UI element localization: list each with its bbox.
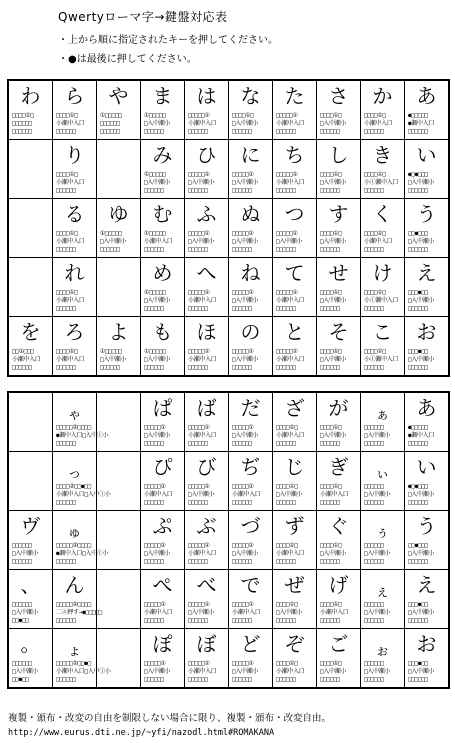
key-sequence-hint: □□□□①□ 小瀬中入口 □□□□□□ xyxy=(56,230,85,253)
kana-char: も xyxy=(152,320,173,344)
kana-cell xyxy=(317,258,361,317)
table-row xyxy=(8,199,449,258)
key-sequence-hint: ●□□□□□ ●瀬中入口 □□□□□□ xyxy=(408,112,435,135)
kana-char: ぉ xyxy=(375,643,390,659)
kana-cell xyxy=(97,258,141,317)
kana-cell xyxy=(8,511,53,570)
key-sequence-hint: □□□□①□ 小瀬中入口 □□□□□□ xyxy=(320,483,349,506)
table-row xyxy=(8,258,449,317)
kana-char: ふ xyxy=(196,202,217,226)
kana-cell xyxy=(185,570,229,629)
key-sequence-hint: □□□□①□ 小瀬中入口 □□□□□□ xyxy=(56,171,85,194)
kana-char: ん xyxy=(64,573,85,597)
kana-char: ぺ xyxy=(152,573,173,597)
kana-char: べ xyxy=(196,573,217,597)
kana-cell xyxy=(53,317,97,377)
instruction-note-2: ・●は最後に押してください。 xyxy=(58,54,197,65)
kana-cell xyxy=(273,511,317,570)
kana-cell xyxy=(361,570,405,629)
kana-cell xyxy=(317,392,361,452)
key-sequence-hint: □□□□①□ 小瀬中入口 □□□□□□ xyxy=(364,112,393,135)
kana-char: め xyxy=(152,261,173,285)
key-sequence-hint: □□□●□□ □入中瀬小 □□□□□□ xyxy=(408,660,435,683)
kana-cell xyxy=(405,570,450,629)
kana-cell xyxy=(229,258,273,317)
kana-cell xyxy=(53,392,109,452)
key-sequence-hint: □□□□□① □入中瀬小 □□□□□□ xyxy=(188,171,215,194)
kana-char: せ xyxy=(328,261,349,285)
kana-char: く xyxy=(372,202,393,226)
kana-char: さ xyxy=(328,84,349,108)
kana-cell xyxy=(141,511,185,570)
kana-char: を xyxy=(20,320,41,344)
kana-cell xyxy=(361,140,405,199)
key-sequence-hint: □□□□①□ □入中瀬小 □□□□□□ xyxy=(320,171,347,194)
kana-char: の xyxy=(240,320,261,344)
kana-char: だ xyxy=(240,396,261,420)
kana-cell xyxy=(53,570,102,629)
key-sequence-hint: □□□□①□ □入中瀬小 □□□□□□ xyxy=(276,483,303,506)
kana-char: え xyxy=(416,573,437,597)
kana-cell xyxy=(229,199,273,258)
kana-char: や xyxy=(108,84,129,108)
kana-cell xyxy=(317,570,361,629)
kana-char: ず xyxy=(284,514,305,538)
key-sequence-hint: □□□□①□ 小瀬中入口 □□□□□□ xyxy=(56,348,85,371)
key-sequence-hint: □□□□①□ □□□□□□ □□□□□□ xyxy=(12,112,34,135)
key-sequence-hint: □□□□□① □入中瀬小 □□□□□□ xyxy=(232,289,259,312)
kana-cell xyxy=(405,317,450,377)
key-sequence-hint: □□□□□① 小瀬中入口 □□□□□□ xyxy=(232,483,261,506)
kana-char: ご xyxy=(328,632,349,656)
kana-cell xyxy=(97,570,141,629)
key-sequence-hint: □□□□①□ □入中瀬小 □□□□□□ xyxy=(320,542,347,565)
instruction-note-1: ・上から順に指定されたキーを押してください。 xyxy=(58,35,278,46)
kana-char: っ xyxy=(67,466,82,482)
kana-cell xyxy=(53,511,109,570)
kana-cell xyxy=(141,392,185,452)
key-sequence-hint: □□□□①□ 小瀬中入口 □□□□□□ xyxy=(276,660,305,683)
kana-cell xyxy=(405,80,450,140)
kana-cell xyxy=(97,80,141,140)
kana-cell xyxy=(273,629,317,689)
kana-char: ほ xyxy=(196,320,217,344)
kana-char: じ xyxy=(284,455,305,479)
key-sequence-hint: ①□□□□□ □入中瀬小 □□□□□□ xyxy=(144,112,171,135)
kana-char: あ xyxy=(416,84,437,108)
kana-char: ゅ xyxy=(67,525,82,541)
kana-char: ま xyxy=(152,84,173,108)
kana-cell xyxy=(361,258,405,317)
kana-cell xyxy=(97,392,141,452)
key-sequence-hint: ●□□□□□ ●瀬中入口 □□□□□□ xyxy=(408,424,435,447)
kana-cell xyxy=(405,140,450,199)
kana-char: ヴ xyxy=(20,514,41,538)
kana-table-basic xyxy=(7,79,450,377)
kana-cell xyxy=(317,199,361,258)
kana-char: ぼ xyxy=(196,632,217,656)
key-sequence-hint: □□□□□① 小瀬中入口 □□□□□□ xyxy=(144,601,173,624)
key-sequence-hint: □□□□□① 小瀬中入口 □□□□□□ xyxy=(188,348,217,371)
kana-char: へ xyxy=(196,261,217,285)
key-sequence-hint: □□●□□□ □入中瀬小 □□□□□□ xyxy=(408,542,435,565)
kana-cell xyxy=(273,80,317,140)
key-sequence-hint: □□□□□① 小瀬中入口 □□□□□□ xyxy=(276,171,305,194)
kana-cell xyxy=(405,629,450,689)
kana-char: う xyxy=(416,514,437,538)
key-sequence-hint: □□□□□① 小瀬中入口 □□□□□□ xyxy=(188,112,217,135)
kana-char: い xyxy=(416,143,437,167)
kana-char: む xyxy=(152,202,173,226)
kana-char: ぐ xyxy=(328,514,349,538)
key-sequence-hint: □□□□□□ □入中瀬小 □□□□□□ xyxy=(364,601,391,624)
kana-char: る xyxy=(64,202,85,226)
kana-cell xyxy=(185,317,229,377)
kana-char: れ xyxy=(64,261,85,285)
key-sequence-hint: □□□□□① 小瀬中入口 □□□□□□ xyxy=(276,348,305,371)
kana-cell xyxy=(317,140,361,199)
kana-char: そ xyxy=(328,320,349,344)
kana-char: げ xyxy=(328,573,349,597)
kana-char: ぴ xyxy=(152,455,173,479)
kana-char: が xyxy=(328,396,349,420)
kana-char: お xyxy=(416,632,437,656)
kana-cell xyxy=(141,570,185,629)
kana-cell xyxy=(141,317,185,377)
table-row xyxy=(8,511,449,570)
key-sequence-hint: □□□□□① □入中瀬小 □□□□□□ xyxy=(188,601,215,624)
kana-char: き xyxy=(372,143,393,167)
kana-char: わ xyxy=(20,84,41,108)
kana-cell xyxy=(229,511,273,570)
key-sequence-hint: □□□□□②□□□□ ●瀬中入口□入中①小 □□□□□□ xyxy=(56,424,109,447)
key-sequence-hint: □□□□①□ 小瀬中入口 □□□□□□ xyxy=(56,289,85,312)
kana-char: ぱ xyxy=(152,396,173,420)
kana-char: し xyxy=(328,143,349,167)
key-sequence-hint: □□□□□□ □入中瀬小 □□□□□□ xyxy=(12,542,39,565)
kana-cell xyxy=(53,140,97,199)
kana-char: に xyxy=(240,143,261,167)
kana-cell xyxy=(141,199,185,258)
kana-cell xyxy=(8,392,53,452)
kana-cell xyxy=(8,570,53,629)
kana-cell xyxy=(8,629,53,689)
key-sequence-hint: ①□□□□□ 小瀬中入口 □□□□□□ xyxy=(144,230,173,253)
key-sequence-hint: □□●□□□ □入中瀬小 □□□□□□ xyxy=(408,230,435,253)
kana-char: ひ xyxy=(196,143,217,167)
kana-cell xyxy=(8,258,53,317)
kana-cell xyxy=(8,140,53,199)
kana-cell xyxy=(8,199,53,258)
kana-cell xyxy=(273,570,317,629)
kana-cell xyxy=(229,317,273,377)
kana-char: ゆ xyxy=(108,202,129,226)
key-sequence-hint: □□□□②□□●□□ 小瀬中入口□入中①小 □□□□□□ xyxy=(56,483,111,506)
kana-cell xyxy=(8,80,53,140)
key-sequence-hint: ①□□□□□ □入中瀬小 □□□□□□ xyxy=(144,289,171,312)
key-sequence-hint: □□□□①□ □入中瀬小 □□□□□□ xyxy=(320,230,347,253)
key-sequence-hint: □□□□①□ □入中瀬小 □□□□□□ xyxy=(320,289,347,312)
kana-cell xyxy=(229,80,273,140)
kana-cell xyxy=(53,452,111,511)
kana-cell xyxy=(361,629,405,689)
kana-cell xyxy=(53,258,97,317)
kana-cell xyxy=(185,511,229,570)
kana-cell xyxy=(273,140,317,199)
kana-cell xyxy=(405,511,450,570)
kana-char: う xyxy=(416,202,437,226)
key-sequence-hint: ①□□□□□ □入中瀬小 □□□□□□ xyxy=(100,230,127,253)
kana-cell xyxy=(405,199,450,258)
key-sequence-hint: □□□●□□ □入中瀬小 □□□□□□ xyxy=(408,348,435,371)
key-sequence-hint: □□①□□□ 小瀬中入口 □□□□□□ xyxy=(12,348,41,371)
key-sequence-hint: □□□□□① □入中瀬小 □□□□□□ xyxy=(232,542,259,565)
key-sequence-hint: □□□□①□ □入中瀬小 □□□□□□ xyxy=(320,112,347,135)
key-sequence-hint: □□□□□① □入中瀬小 □□□□□□ xyxy=(232,660,259,683)
kana-cell xyxy=(185,80,229,140)
table-row xyxy=(8,629,449,689)
key-sequence-hint: □□□□□① □入中瀬小 □□□□□□ xyxy=(188,483,215,506)
kana-cell xyxy=(317,629,361,689)
kana-char: ぬ xyxy=(240,202,261,226)
license-note: 複製・頒布・改変の自由を制限しない場合に限り、複製・頒布・改変自由。 xyxy=(8,713,332,724)
kana-cell xyxy=(97,140,141,199)
key-sequence-hint: □□□□①□ □入中瀬小 □□□□□□ xyxy=(320,660,347,683)
key-sequence-hint: □□□□□① □入中瀬小 □□□□□□ xyxy=(144,542,171,565)
kana-cell xyxy=(185,392,229,452)
key-sequence-hint: □□□□□① □入中瀬小 □□□□□□ xyxy=(232,348,259,371)
key-sequence-hint: ①□□□□□ □入中瀬小 □□□□□□ xyxy=(144,171,171,194)
kana-cell xyxy=(361,317,405,377)
kana-char: ば xyxy=(196,396,217,420)
kana-char: び xyxy=(196,455,217,479)
kana-char: ち xyxy=(284,143,305,167)
kana-cell xyxy=(405,392,450,452)
key-sequence-hint: □□□●□□ □入中瀬小 □□□□□□ xyxy=(408,289,435,312)
key-sequence-hint: □□□□□②□□●□ 小瀬中入口□入中①小 □□□□□□ xyxy=(56,660,111,683)
kana-char: て xyxy=(284,261,305,285)
kana-char: ぇ xyxy=(375,584,390,600)
kana-cell xyxy=(229,140,273,199)
kana-cell xyxy=(317,511,361,570)
kana-cell xyxy=(317,317,361,377)
kana-cell xyxy=(185,629,229,689)
kana-char: ぅ xyxy=(375,525,390,541)
kana-char: ろ xyxy=(64,320,85,344)
kana-cell xyxy=(361,452,405,511)
kana-char: か xyxy=(372,84,393,108)
kana-cell xyxy=(229,570,273,629)
key-sequence-hint: □□□□①□ 小①瀬中入口 □□□□□□ xyxy=(364,289,399,312)
kana-char: あ xyxy=(416,396,437,420)
kana-cell xyxy=(361,392,405,452)
kana-char: ぷ xyxy=(152,514,173,538)
kana-char: ぜ xyxy=(284,573,305,597)
kana-cell xyxy=(229,629,273,689)
kana-char: す xyxy=(328,202,349,226)
kana-char: え xyxy=(416,261,437,285)
kana-char: 、 xyxy=(20,573,41,597)
key-sequence-hint: □□□□□① □入中瀬小 □□□□□□ xyxy=(232,230,259,253)
kana-cell xyxy=(273,317,317,377)
key-sequence-hint: □□□□①□ 小瀬中入口 □□□□□□ xyxy=(276,542,305,565)
kana-cell xyxy=(361,199,405,258)
key-sequence-hint: □□□●□□ □入中瀬小 □□□□□□ xyxy=(408,601,435,624)
key-sequence-hint: □□□□□① 小瀬中入口 □□□□□□ xyxy=(232,601,261,624)
key-sequence-hint: □□□□①□ □入中瀬小 □□□□□□ xyxy=(232,112,259,135)
table-row xyxy=(8,392,449,452)
kana-cell xyxy=(317,452,361,511)
table-row xyxy=(8,452,449,511)
kana-char: ゃ xyxy=(67,407,82,423)
key-sequence-hint: □□□□□① □入中瀬小 □□□□□□ xyxy=(232,424,259,447)
kana-cell xyxy=(141,629,185,689)
kana-cell xyxy=(141,140,185,199)
kana-char: ざ xyxy=(284,396,305,420)
key-sequence-hint: □□□□□②□□□□ ●瀬中入口□入中①小 □□□□□□ xyxy=(56,542,109,565)
kana-char: ょ xyxy=(67,643,82,659)
kana-cell xyxy=(229,392,273,452)
key-sequence-hint: □□□□□□ □入中瀬小 □□□□□□ xyxy=(364,542,391,565)
key-sequence-hint: □□□□□① 小瀬中入口 □□□□□□ xyxy=(276,112,305,135)
key-sequence-hint: □□□□①□ □入中瀬小 □□□□□□ xyxy=(276,601,303,624)
kana-cell xyxy=(53,629,111,689)
key-sequence-hint: □□□□□① 小瀬中入口 □□□□□□ xyxy=(188,424,217,447)
kana-cell xyxy=(273,258,317,317)
key-sequence-hint: □□□□□□ □入中瀬小 □□●□□ xyxy=(12,601,39,624)
kana-cell xyxy=(317,80,361,140)
kana-char: ぢ xyxy=(240,455,261,479)
kana-table-voiced-small xyxy=(7,391,450,689)
kana-cell xyxy=(8,452,53,511)
key-sequence-hint: ①□□□□□ □入中瀬小 □□□□□□ xyxy=(144,348,171,371)
kana-cell xyxy=(405,258,450,317)
kana-char: ね xyxy=(240,261,261,285)
kana-char: な xyxy=(240,84,261,108)
key-sequence-hint: □□□□□① □入中瀬小 □□□□□□ xyxy=(232,171,259,194)
key-sequence-hint: ●□●□□□ □入中瀬小 □□□□□□ xyxy=(408,171,435,194)
kana-cell xyxy=(8,317,53,377)
key-sequence-hint: □□□□□□ □入中瀬小 □□●□□ xyxy=(12,660,39,683)
table-row xyxy=(8,317,449,377)
kana-cell xyxy=(141,80,185,140)
key-sequence-hint: □□□□①□ □入中瀬小 □□□□□□ xyxy=(320,424,347,447)
key-sequence-hint: □□□□□① □入中瀬小 □□□□□□ xyxy=(276,230,303,253)
kana-cell xyxy=(361,511,405,570)
kana-char: ぞ xyxy=(284,632,305,656)
key-sequence-hint: □□□□①□ 小瀬中入口 □□□□□□ xyxy=(276,424,305,447)
key-sequence-hint: □□□□□① 小瀬中入口 □□□□□□ xyxy=(276,289,305,312)
key-sequence-hint: □□□□□① □入中瀬小 □□□□□□ xyxy=(144,660,171,683)
key-sequence-hint: □□□□①□ 小瀬中入口 □□□□□□ xyxy=(364,230,393,253)
kana-char: 。 xyxy=(20,632,41,656)
kana-char: こ xyxy=(372,320,393,344)
key-sequence-hint: □□□□①□ 小瀬中入口 □□□□□□ xyxy=(56,112,85,135)
kana-char: み xyxy=(152,143,173,167)
key-sequence-hint: □□□□□① 小瀬中入口 □□□□□□ xyxy=(188,289,217,312)
key-sequence-hint: ●□●□□□ □入中瀬小 □□□□□□ xyxy=(408,483,435,506)
page-title: Qwertyローマ字→鍵盤対応表 xyxy=(58,10,228,24)
kana-char: ぁ xyxy=(375,407,390,423)
kana-cell xyxy=(273,199,317,258)
key-sequence-hint: □□□□□□ □入中瀬小 □□□□□□ xyxy=(364,424,391,447)
key-sequence-hint: □□□□①□ □入中瀬小 □□□□□□ xyxy=(320,348,347,371)
key-sequence-hint: □□□□□① 小瀬中入口 □□□□□□ xyxy=(144,483,173,506)
kana-cell xyxy=(53,80,97,140)
kana-char: で xyxy=(240,573,261,597)
key-sequence-hint: □□□□□□ □入中瀬小 □□□□□□ xyxy=(364,483,391,506)
kana-char: と xyxy=(284,320,305,344)
kana-char: た xyxy=(284,84,305,108)
key-sequence-hint: □□□□□□ □入中瀬小 □□□□□□ xyxy=(364,660,391,683)
kana-char: ら xyxy=(64,84,85,108)
key-sequence-hint: □□□□□① □入中瀬小 □□□□□□ xyxy=(144,424,171,447)
key-sequence-hint: □□□□□②□□□□ 二④押す→●□□□□□ □□□□□□ xyxy=(56,601,102,624)
kana-char: よ xyxy=(108,320,129,344)
kana-cell xyxy=(97,452,141,511)
kana-cell xyxy=(185,140,229,199)
table-row xyxy=(8,80,449,140)
kana-char: ぃ xyxy=(375,466,390,482)
kana-cell xyxy=(141,258,185,317)
kana-char: い xyxy=(416,455,437,479)
kana-char: お xyxy=(416,320,437,344)
kana-char: づ xyxy=(240,514,261,538)
kana-cell xyxy=(185,452,229,511)
kana-cell xyxy=(185,258,229,317)
kana-cell xyxy=(97,511,141,570)
kana-char: ど xyxy=(240,632,261,656)
kana-char: ぎ xyxy=(328,455,349,479)
key-sequence-hint: ①□□□□□ □入中瀬小 □□□□□□ xyxy=(100,348,127,371)
kana-cell xyxy=(229,452,273,511)
kana-cell xyxy=(141,452,185,511)
key-sequence-hint: ①□□□□□ □□□□□□ □□□□□□ xyxy=(100,112,122,135)
kana-cell xyxy=(97,317,141,377)
kana-char: ぽ xyxy=(152,632,173,656)
kana-char: つ xyxy=(284,202,305,226)
key-sequence-hint: □□□□□① 小瀬中入口 □□□□□□ xyxy=(188,542,217,565)
key-sequence-hint: □□□□①□ 小①瀬中入口 □□□□□□ xyxy=(364,171,399,194)
key-sequence-hint: □□□□①□ 小①瀬中入口 □□□□□□ xyxy=(364,348,399,371)
kana-cell xyxy=(361,80,405,140)
kana-cell xyxy=(53,199,97,258)
kana-cell xyxy=(97,629,141,689)
kana-char: り xyxy=(64,143,85,167)
table-row xyxy=(8,570,449,629)
kana-char: は xyxy=(196,84,217,108)
key-sequence-hint: □□□□①□ 小瀬中入口 □□□□□□ xyxy=(320,601,349,624)
kana-cell xyxy=(97,199,141,258)
kana-char: け xyxy=(372,261,393,285)
kana-char: ぶ xyxy=(196,514,217,538)
key-sequence-hint: □□□□□① 小瀬中入口 □□□□□□ xyxy=(188,660,217,683)
kana-cell xyxy=(405,452,450,511)
kana-cell xyxy=(273,392,317,452)
table-row xyxy=(8,140,449,199)
kana-cell xyxy=(185,199,229,258)
key-sequence-hint: □□□□□① □入中瀬小 □□□□□□ xyxy=(188,230,215,253)
source-url: http://www.eurus.dti.ne.jp/~yfi/nazodl.html#ROMAKANA xyxy=(8,728,275,738)
kana-cell xyxy=(273,452,317,511)
